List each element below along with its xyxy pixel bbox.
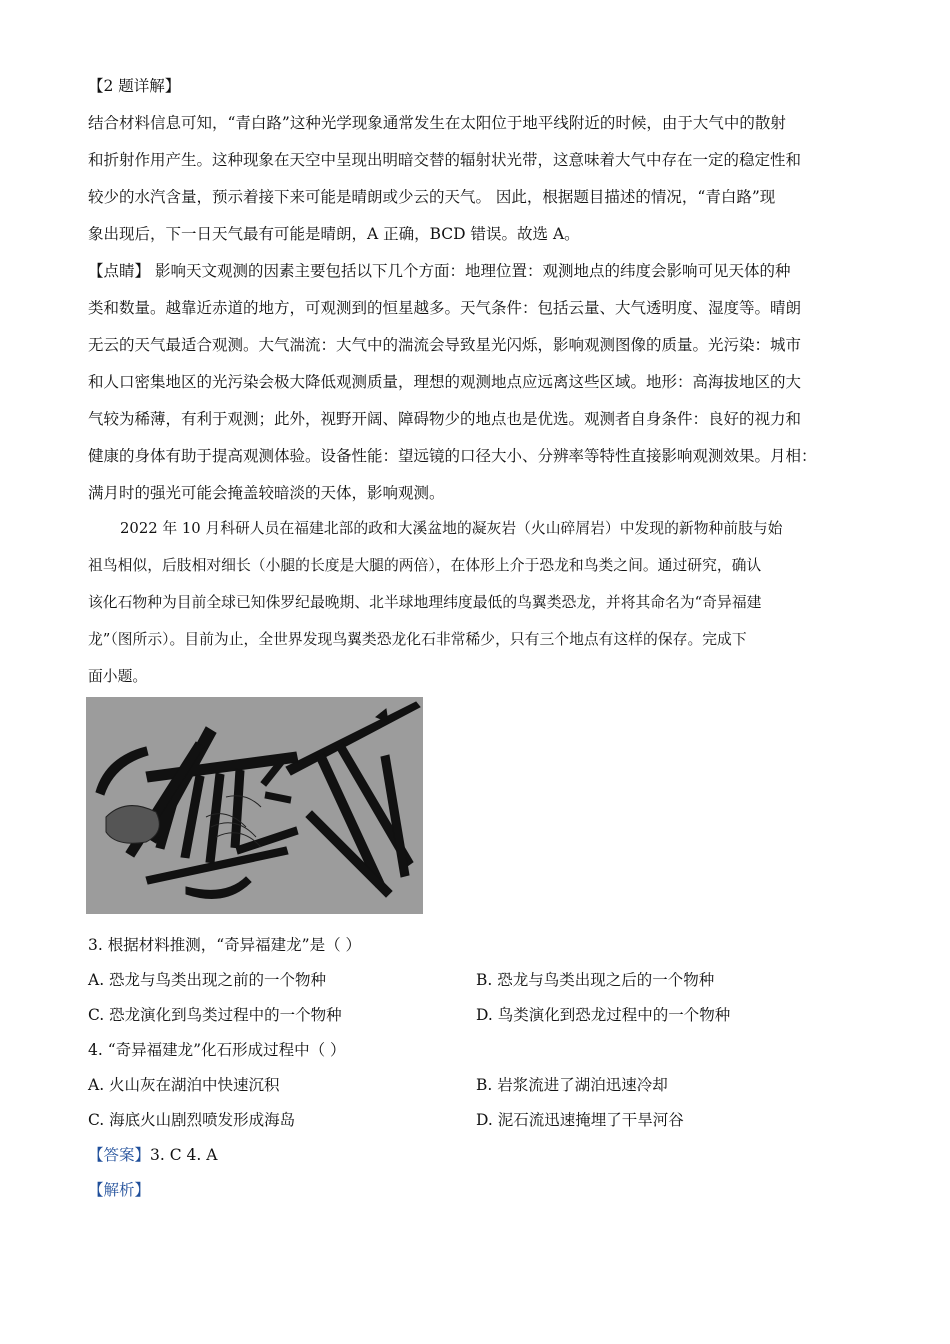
q3-option-a[interactable]: A. 恐龙与鸟类出现之前的一个物种	[88, 971, 327, 989]
tip-line-3: 无云的天气最适合观测。大气湍流：大气中的湍流会导致星光闪烁，影响观测图像的质量。光污染：城市	[88, 336, 802, 354]
tip-line-7: 满月时的强光可能会掩盖较暗淡的天体，影响观测。	[88, 484, 445, 502]
q4-option-a[interactable]: A. 火山灰在湖泊中快速沉积	[88, 1076, 280, 1094]
tip-text-1: 影响天文观测的因素主要包括以下几个方面：地理位置：观测地点的纬度会影响可见天体的种	[150, 262, 791, 280]
tip-line-2: 类和数量。越靠近赤道的地方，可观测到的恒星越多。天气条件：包括云量、大气透明度、湿度等。晴朗	[88, 299, 802, 317]
tip-line-4: 和人口密集地区的光污染会极大降低观测质量，理想的观测地点应远离这些区域。地形：高海拔地区的大	[88, 373, 802, 391]
q4-option-b[interactable]: B. 岩浆流进了湖泊迅速冷却	[476, 1076, 668, 1094]
q3-option-d[interactable]: D. 鸟类演化到恐龙过程中的一个物种	[476, 1006, 731, 1024]
tip-label: 【点睛】	[88, 262, 151, 280]
material-line-5: 面小题。	[88, 668, 148, 685]
answer-text: 3. C 4. A	[150, 1146, 218, 1164]
material-line-3: 该化石物种为目前全球已知侏罗纪最晚期、北半球地理纬度最低的鸟翼类恐龙，并将其命名为“奇异福建	[88, 594, 762, 611]
section2-line-2: 和折射作用产生。这种现象在天空中呈现出明暗交替的辐射状光带，这意味着大气中存在一定的稳定性和	[88, 151, 802, 169]
answer-line	[88, 1145, 217, 1165]
q3-stem: 3. 根据材料推测，“奇异福建龙”是（ ）	[88, 936, 361, 954]
section2-line-1: 结合材料信息可知，“青白路”这种光学现象通常发生在太阳位于地平线附近的时候，由于大气中的散射	[88, 114, 786, 132]
analysis-label: 【解析】	[88, 1181, 151, 1199]
tip-line-1	[88, 261, 790, 281]
q3-option-c[interactable]: C. 恐龙演化到鸟类过程中的一个物种	[88, 1006, 342, 1024]
tip-line-6: 健康的身体有助于提高观测体验。设备性能：望远镜的口径大小、分辨率等特性直接影响观测效果。月相：	[88, 447, 817, 465]
material-line-2: 祖鸟相似，后肢相对细长（小腿的长度是大腿的两倍），在体形上介于恐龙和鸟类之间。通过研究，确认	[88, 557, 762, 574]
q4-option-d[interactable]: D. 泥石流迅速掩埋了干旱河谷	[476, 1111, 684, 1129]
material-line-1: 2022 年 10 月科研人员在福建北部的政和大溪盆地的凝灰岩（火山碎屑岩）中发现的新物种前肢与始	[120, 520, 783, 537]
section2-line-4: 象出现后，下一日天气最有可能是晴朗，A 正确，BCD 错误。故选 A。	[88, 225, 580, 243]
tip-line-5: 气较为稀薄，有利于观测；此外，视野开阔、障碍物少的地点也是优选。观测者自身条件：良好的视力和	[88, 410, 802, 428]
section2-heading: 【2 题详解】	[88, 77, 181, 95]
fossil-drawing	[86, 697, 423, 914]
q3-option-b[interactable]: B. 恐龙与鸟类出现之后的一个物种	[476, 971, 715, 989]
q4-option-c[interactable]: C. 海底火山剧烈喷发形成海岛	[88, 1111, 296, 1129]
material-line-4: 龙”（图所示）。目前为止，全世界发现鸟翼类恐龙化石非常稀少，只有三个地点有这样的保存。完成下	[88, 631, 747, 648]
section2-line-3: 较少的水汽含量，预示着接下来可能是晴朗或少云的天气。 因此，根据题目描述的情况，“青白路”现	[88, 188, 776, 206]
fossil-figure	[86, 697, 423, 914]
q4-stem: 4. “奇异福建龙”化石形成过程中（ ）	[88, 1041, 346, 1059]
answer-label: 【答案】	[88, 1146, 151, 1164]
